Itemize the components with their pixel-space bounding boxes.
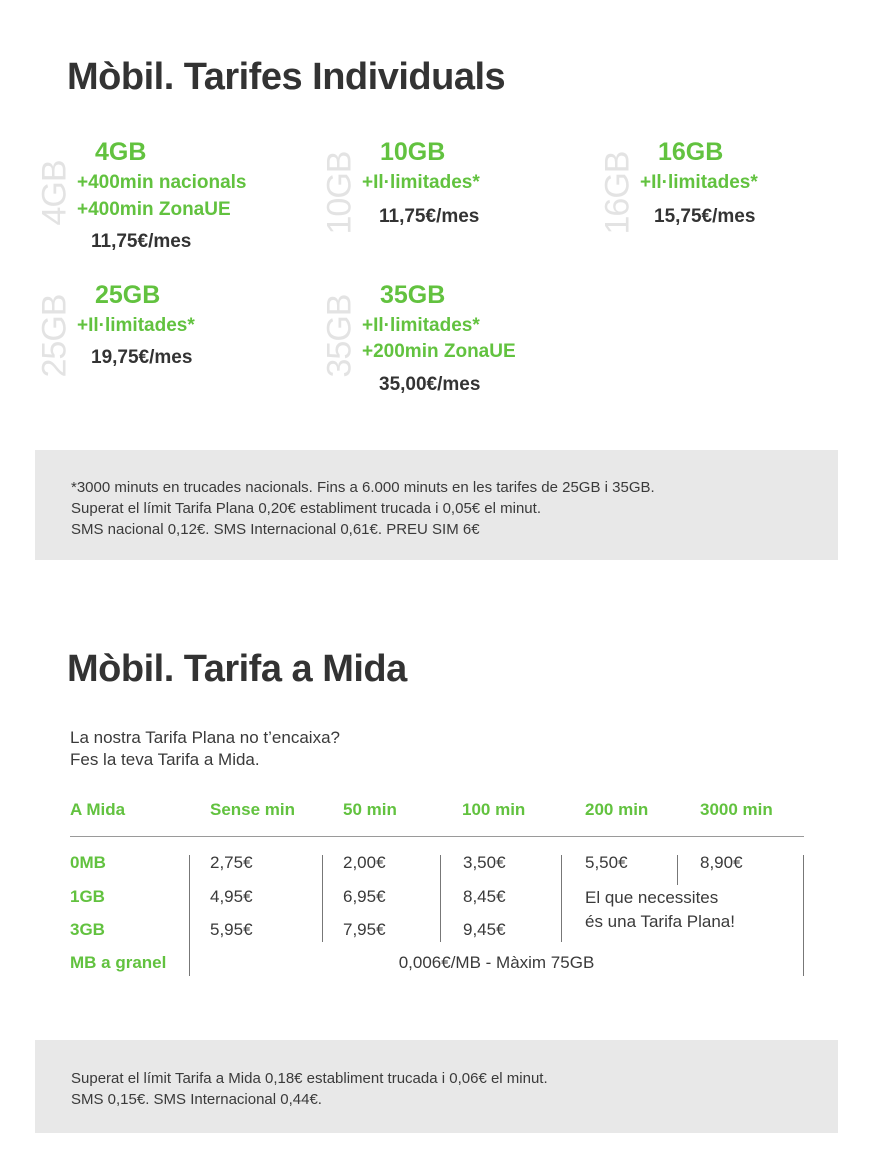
intro-line: La nostra Tarifa Plana no t’encaixa?	[70, 728, 340, 747]
table-cell: 2,00€	[343, 853, 386, 872]
column-divider	[322, 855, 323, 942]
table-header-200-min: 200 min	[585, 800, 649, 819]
footnote-line: SMS 0,15€. SMS Internacional 0,44€.	[71, 1091, 322, 1108]
table-cell: 8,90€	[700, 853, 743, 872]
plan-card-4gb	[35, 138, 295, 278]
table-header-3000-min: 3000 min	[700, 800, 773, 819]
plan-price: 11,75€/mes	[379, 206, 480, 227]
plan-price: 19,75€/mes	[91, 347, 193, 368]
table-cell: 5,95€	[210, 920, 253, 939]
custom-plan-intro	[70, 727, 340, 771]
plan-price: 35,00€/mes	[379, 374, 481, 395]
footnote-line: *3000 minuts en trucades nacionals. Fins a 6.000 minuts en les tarifes de 25GB i 35GB.	[71, 479, 655, 496]
plan-name: 10GB	[380, 138, 446, 166]
merged-note-line: El que necessites	[585, 888, 719, 907]
plan-feature: +Il·limitades*	[362, 315, 480, 336]
plan-card-16gb	[598, 138, 858, 278]
column-divider	[561, 855, 562, 942]
plan-name: 35GB	[380, 281, 446, 309]
plan-name: 16GB	[658, 138, 724, 166]
plan-feature: +400min ZonaUE	[77, 199, 231, 220]
plan-card-25gb	[35, 281, 295, 421]
table-row-label-mb-granel: MB a granel	[70, 953, 167, 972]
table-cell: 6,95€	[343, 887, 386, 906]
footnote-box-custom	[35, 1040, 838, 1133]
table-header-50-min: 50 min	[343, 800, 397, 819]
plan-price: 15,75€/mes	[654, 206, 756, 227]
footnote-line: Superat el límit Tarifa Plana 0,20€ establiment trucada i 0,05€ el minut.	[71, 500, 541, 517]
plan-feature: +200min ZonaUE	[362, 341, 516, 362]
plan-card-10gb	[320, 138, 580, 278]
page-title-individual-plans: Mòbil. Tarifes Individuals	[67, 56, 506, 98]
plan-feature: +400min nacionals	[77, 172, 247, 193]
table-cell-granel: 0,006€/MB - Màxim 75GB	[398, 953, 595, 972]
plan-watermark: 16GB	[598, 151, 637, 235]
plan-watermark: 4GB	[35, 160, 74, 226]
footnote-line: Superat el límit Tarifa a Mida 0,18€ establiment trucada i 0,06€ el minut.	[71, 1070, 548, 1087]
table-header-divider	[70, 836, 804, 837]
table-cell: 4,95€	[210, 887, 253, 906]
footnote-line: SMS nacional 0,12€. SMS Internacional 0,61€. PREU SIM 6€	[71, 521, 480, 538]
table-merged-note	[585, 886, 735, 934]
table-cell: 8,45€	[463, 887, 506, 906]
table-row-label-1gb: 1GB	[70, 887, 105, 906]
table-cell: 5,50€	[585, 853, 628, 872]
page-title-custom-plan: Mòbil. Tarifa a Mida	[67, 648, 407, 690]
plan-card-35gb	[320, 281, 580, 421]
table-cell: 9,45€	[463, 920, 506, 939]
intro-line: Fes la teva Tarifa a Mida.	[70, 750, 260, 769]
table-header-sense-min: Sense min	[210, 800, 296, 819]
plan-price: 11,75€/mes	[91, 231, 192, 252]
plan-watermark: 35GB	[320, 294, 359, 378]
table-row-label-0mb: 0MB	[70, 853, 106, 872]
table-header-a-mida: A Mida	[70, 800, 126, 819]
plan-name: 4GB	[95, 138, 147, 166]
plan-watermark: 25GB	[35, 294, 74, 378]
table-row-label-3gb: 3GB	[70, 920, 105, 939]
table-cell: 7,95€	[343, 920, 386, 939]
table-cell: 2,75€	[210, 853, 253, 872]
plan-feature: +Il·limitades*	[362, 172, 480, 193]
footnote-box-individual	[35, 450, 838, 560]
table-header-100-min: 100 min	[462, 800, 526, 819]
plan-feature: +Il·limitades*	[640, 172, 758, 193]
table-cell: 3,50€	[463, 853, 506, 872]
plan-watermark: 10GB	[320, 151, 359, 235]
column-divider	[803, 855, 804, 976]
column-divider	[440, 855, 441, 942]
merged-note-line: és una Tarifa Plana!	[585, 912, 735, 931]
plan-feature: +Il·limitades*	[77, 315, 195, 336]
plan-name: 25GB	[95, 281, 161, 309]
column-divider	[677, 855, 678, 885]
